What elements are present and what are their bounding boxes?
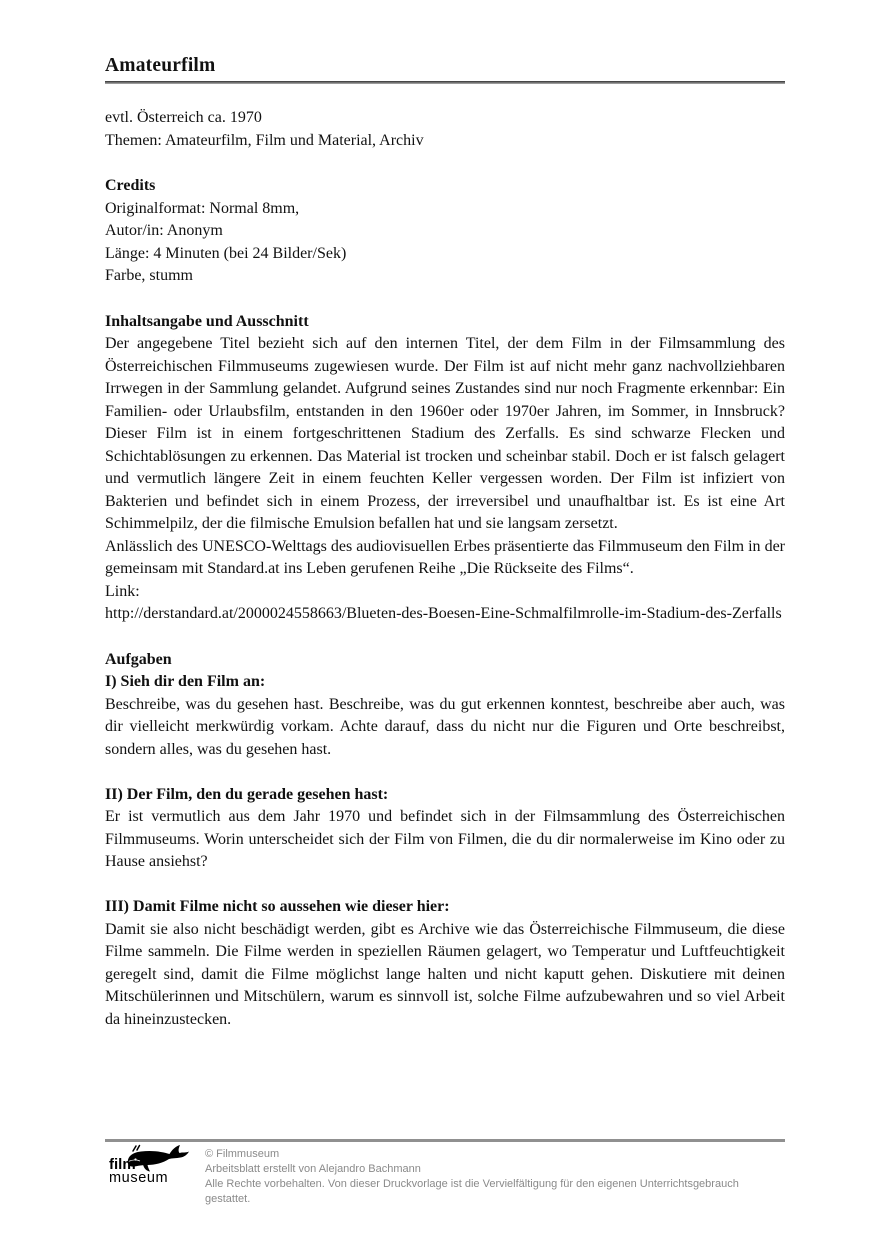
tasks-section: [105, 649, 785, 1032]
task-3-body: Damit sie also nicht beschädigt werden, gibt es Archive wie das Österreichische Filmmuseum, die diese Filme sammeln. Die Filme werden in speziellen Räumen gelagert, wo Temperatur und Luftfeuchtigkeit geregelt sind, damit die Filme möglichst lange halten und nicht kaputt gehen. Diskutiere mit deinen Mitschülerinnen und Mitschülern, warum es sinnvoll ist, solche Filme aufzubewahren und so viel Arbeit da hineinzustecken.: [105, 920, 785, 1028]
meta-line-topics: Themen: Amateurfilm, Film und Material, Archiv: [105, 131, 424, 149]
title-divider: [105, 81, 785, 84]
link-label: Link:: [105, 582, 140, 600]
footer-rights: Alle Rechte vorbehalten. Von dieser Druckvorlage ist die Vervielfältigung für den eigenen Unterrichtsgebrauch gestattet.: [205, 1178, 739, 1205]
synopsis-paragraph: Der angegebene Titel bezieht sich auf den internen Titel, der dem Film in der Filmsammlung des Österreichischen Filmmuseums zugewiesen wurde. Der Film ist auf nicht mehr ganz nachvollziehbaren Irrwegen in der Sammlung gelandet. Aufgrund seines Zustandes sind nur noch Fragmente erkennbar: Ein Familien- oder Urlaubsfilm, entstanden in den 1960er oder 1970er Jahren, im Sommer, in Innsbruck? Dieser Film ist in einem fortgeschrittenen Stadium des Zerfalls. Es sind schwarze Flecken und Schichtablösungen zu erkennen. Das Material ist trocken und scheinbar stabil. Doch er ist falsch gelagert und vermutlich längere Zeit in einem feuchten Keller vergessen worden. Der Film ist infiziert von Bakterien und befindet sich in einem Prozess, der irreversibel und unaufhaltbar ist. Es ist eine Art Schimmelpilz, der die filmische Emulsion befallen hat und sie langsam zersetzt.: [105, 335, 785, 532]
logo-text-film: film: [109, 1156, 136, 1173]
footer-copyright: © Filmmuseum: [205, 1148, 280, 1160]
credits-line-author: Autor/in: Anonym: [105, 222, 223, 239]
footer-text-block: [205, 1144, 785, 1207]
unesco-paragraph: Anlässlich des UNESCO-Welttags des audiovisuellen Erbes präsentierte das Filmmuseum den Film in der gemeinsam mit Standard.at ins Leben gerufenen Reihe „Die Rückseite des Films“.: [105, 537, 785, 577]
credits-section: [105, 175, 785, 288]
credits-line-color-sound: Farbe, stumm: [105, 267, 193, 284]
tasks-heading: Aufgaben: [105, 650, 172, 668]
credits-heading: Credits: [105, 177, 156, 194]
task-item-2: [105, 784, 785, 874]
link-url[interactable]: http://derstandard.at/2000024558663/Blueten-des-Boesen-Eine-Schmalfilmrolle-im-Stadium-des-Zerfalls: [105, 605, 782, 622]
meta-line-country-year: evtl. Österreich ca. 1970: [105, 109, 262, 126]
page-footer: [105, 1139, 785, 1207]
task-item-1: [105, 671, 785, 761]
credits-line-format: Originalformat: Normal 8mm,: [105, 199, 300, 217]
task-1-heading: I) Sieh dir den Film an:: [105, 673, 266, 690]
footer-divider: [105, 1139, 785, 1142]
footer-credit: Arbeitsblatt erstellt von Alejandro Bachmann: [205, 1163, 421, 1175]
task-3-heading: III) Damit Filme nicht so aussehen wie dieser hier:: [105, 898, 450, 915]
task-item-3: [105, 896, 785, 1031]
synopsis-heading: Inhaltsangabe und Ausschnitt: [105, 312, 309, 330]
meta-block: [105, 107, 785, 152]
synopsis-section: [105, 311, 785, 626]
task-1-body: Beschreibe, was du gesehen hast. Beschreibe, was du gut erkennen konntest, beschreibe aber auch, was dir vielleicht merkwürdig vorkam. Achte darauf, dass du nicht nur die Figuren und Orte beschreibst, sondern alles, was du gesehen hast.: [105, 695, 785, 758]
filmmuseum-logo: [105, 1144, 205, 1194]
task-2-heading: II) Der Film, den du gerade gesehen hast:: [105, 785, 389, 803]
logo-text-museum: museum: [109, 1170, 169, 1186]
credits-line-length: Länge: 4 Minuten (bei 24 Bilder/Sek): [105, 244, 347, 262]
task-2-body: Er ist vermutlich aus dem Jahr 1970 und befindet sich in der Filmsammlung des Österreichischen Filmmuseums. Worin unterscheidet sich der Film von Filmen, die du dir normalerweise im Kino oder zu Hause ansiehst?: [105, 808, 785, 870]
page-title: Amateurfilm: [105, 55, 216, 76]
